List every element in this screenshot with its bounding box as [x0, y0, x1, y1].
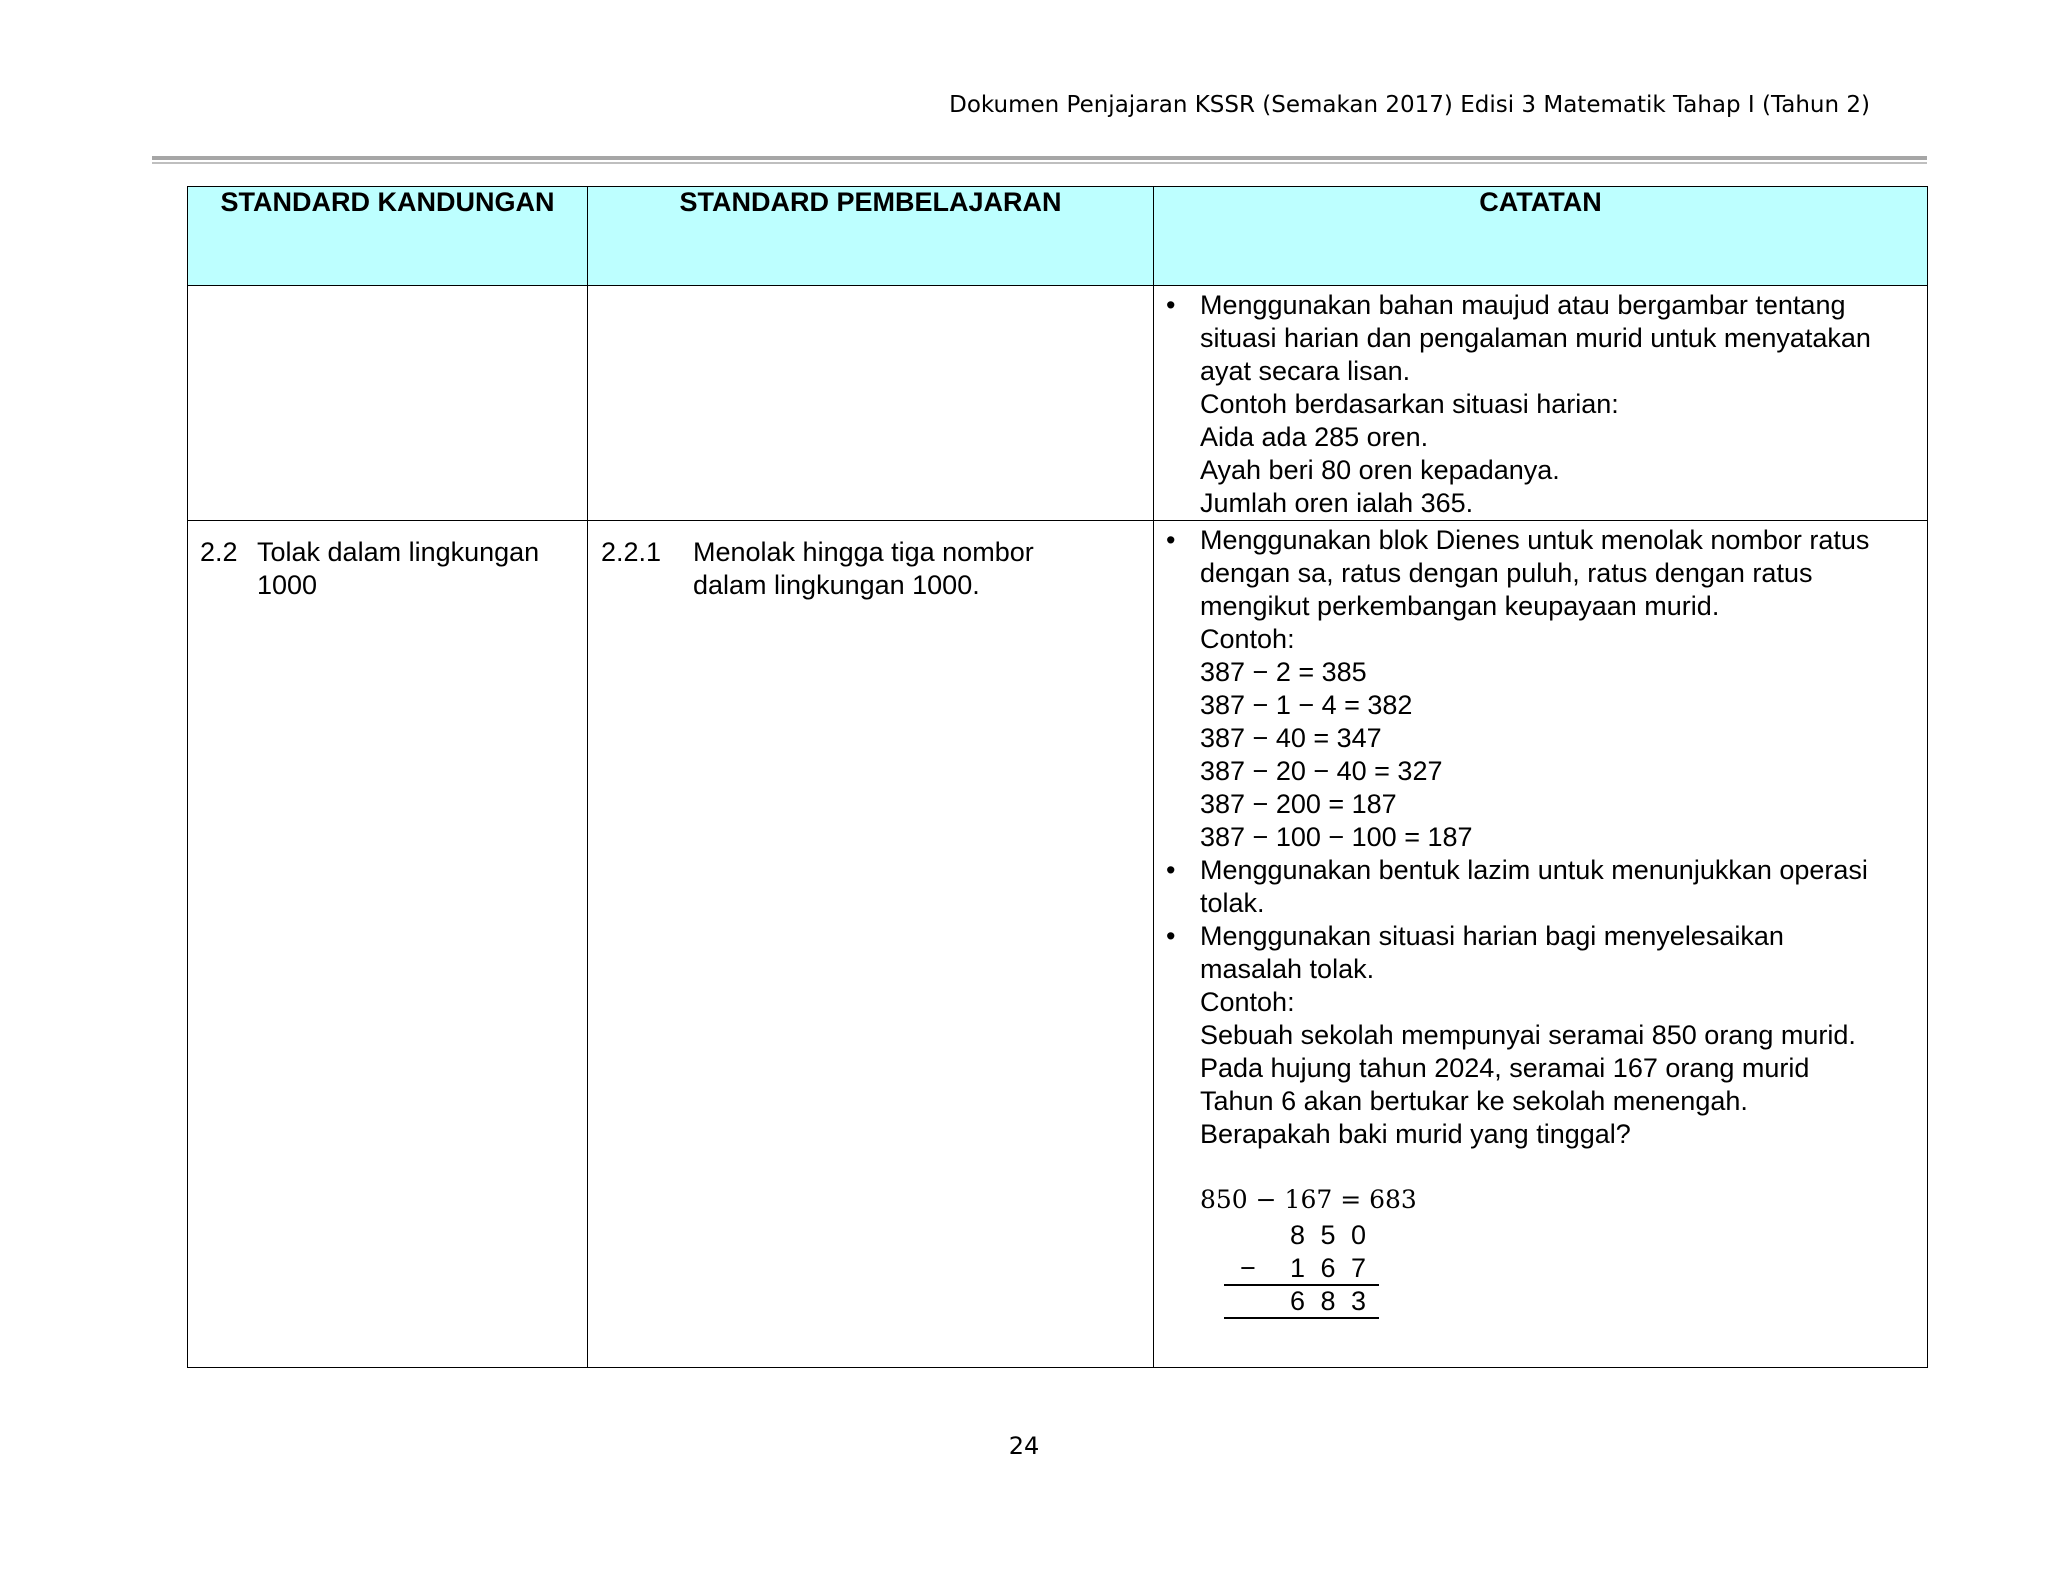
catatan-line: Contoh berdasarkan situasi harian: — [1200, 389, 1619, 419]
catatan-line: Menggunakan situasi harian bagi menyelesaikan — [1200, 921, 1784, 951]
table-row — [188, 521, 1928, 1368]
column-subtraction — [1200, 1219, 1400, 1318]
minus-sign: − — [1240, 1253, 1256, 1283]
header-rule-thin — [152, 162, 1927, 164]
column-header-standard-kandungan: STANDARD KANDUNGAN — [188, 187, 588, 286]
sp-line: Menolak hingga tiga nombor — [693, 537, 1034, 567]
catatan-cell — [1154, 521, 1928, 1368]
catatan-line: Berapakah baki murid yang tinggal? — [1200, 1119, 1631, 1149]
catatan-line: 387 − 40 = 347 — [1200, 723, 1382, 753]
catatan-line: 387 − 20 − 40 = 327 — [1200, 756, 1443, 786]
difference: 6 8 3 — [1290, 1286, 1371, 1316]
catatan-line: Menggunakan bahan maujud atau bergambar tentang — [1200, 290, 1846, 320]
catatan-line: Tahun 6 akan bertukar ke sekolah menengah. — [1200, 1086, 1748, 1116]
catatan-line: dengan sa, ratus dengan puluh, ratus dengan ratus — [1200, 558, 1813, 588]
catatan-line: situasi harian dan pengalaman murid untuk menyatakan — [1200, 323, 1871, 353]
sk-cell — [188, 521, 588, 1368]
catatan-line: Menggunakan bentuk lazim untuk menunjukkan operasi — [1200, 855, 1868, 885]
sp-cell-empty — [588, 286, 1154, 521]
minuend: 8 5 0 — [1290, 1220, 1371, 1250]
catatan-line: Jumlah oren ialah 365. — [1200, 488, 1474, 518]
sk-line: 1000 — [257, 570, 318, 600]
list-item — [1166, 920, 1915, 1318]
list-item — [1166, 289, 1915, 520]
catatan-line: masalah tolak. — [1200, 954, 1375, 984]
catatan-line: 387 − 100 − 100 = 187 — [1200, 822, 1473, 852]
document-header-title: Dokumen Penjajaran KSSR (Semakan 2017) Edisi 3 Matematik Tahap I (Tahun 2) — [949, 92, 1870, 118]
sp-line: dalam lingkungan 1000. — [693, 570, 980, 600]
catatan-line: 387 − 2 = 385 — [1200, 657, 1367, 687]
sp-number: 2.2.1 — [601, 537, 662, 567]
bullet-icon: • — [1166, 525, 1176, 555]
bullet-icon: • — [1166, 855, 1176, 885]
catatan-cell — [1154, 286, 1928, 521]
list-item — [1166, 524, 1915, 854]
sk-line: Tolak dalam lingkungan — [257, 537, 540, 567]
catatan-line: Menggunakan blok Dienes untuk menolak nombor ratus — [1200, 525, 1870, 555]
table-header-row — [188, 187, 1928, 286]
catatan-line: tolak. — [1200, 888, 1265, 918]
catatan-line: 387 − 200 = 187 — [1200, 789, 1397, 819]
subtraction-equation: 850 − 167 = 683 — [1200, 1185, 1417, 1214]
catatan-line: Aida ada 285 oren. — [1200, 422, 1429, 452]
standards-table — [187, 186, 1928, 1368]
column-header-standard-pembelajaran: STANDARD PEMBELAJARAN — [588, 187, 1154, 286]
list-item — [1166, 854, 1915, 920]
table-row — [188, 286, 1928, 521]
catatan-line: Contoh: — [1200, 987, 1295, 1017]
catatan-line: Contoh: — [1200, 624, 1295, 654]
catatan-line: Pada hujung tahun 2024, seramai 167 orang murid — [1200, 1053, 1810, 1083]
catatan-line: Sebuah sekolah mempunyai seramai 850 orang murid. — [1200, 1020, 1856, 1050]
column-header-catatan: CATATAN — [1154, 187, 1928, 286]
header-rule — [152, 156, 1927, 160]
subtrahend: 1 6 7 — [1290, 1253, 1371, 1283]
sk-number: 2.2 — [200, 537, 238, 567]
catatan-line: ayat secara lisan. — [1200, 356, 1411, 386]
bullet-icon: • — [1166, 921, 1176, 951]
page-number: 24 — [1008, 1432, 1040, 1460]
sk-cell-empty — [188, 286, 588, 521]
sp-cell — [588, 521, 1154, 1368]
catatan-line: Ayah beri 80 oren kepadanya. — [1200, 455, 1560, 485]
catatan-line: 387 − 1 − 4 = 382 — [1200, 690, 1413, 720]
result-underline — [1224, 1317, 1379, 1319]
bullet-icon: • — [1166, 290, 1176, 320]
catatan-line: mengikut perkembangan keupayaan murid. — [1200, 591, 1720, 621]
